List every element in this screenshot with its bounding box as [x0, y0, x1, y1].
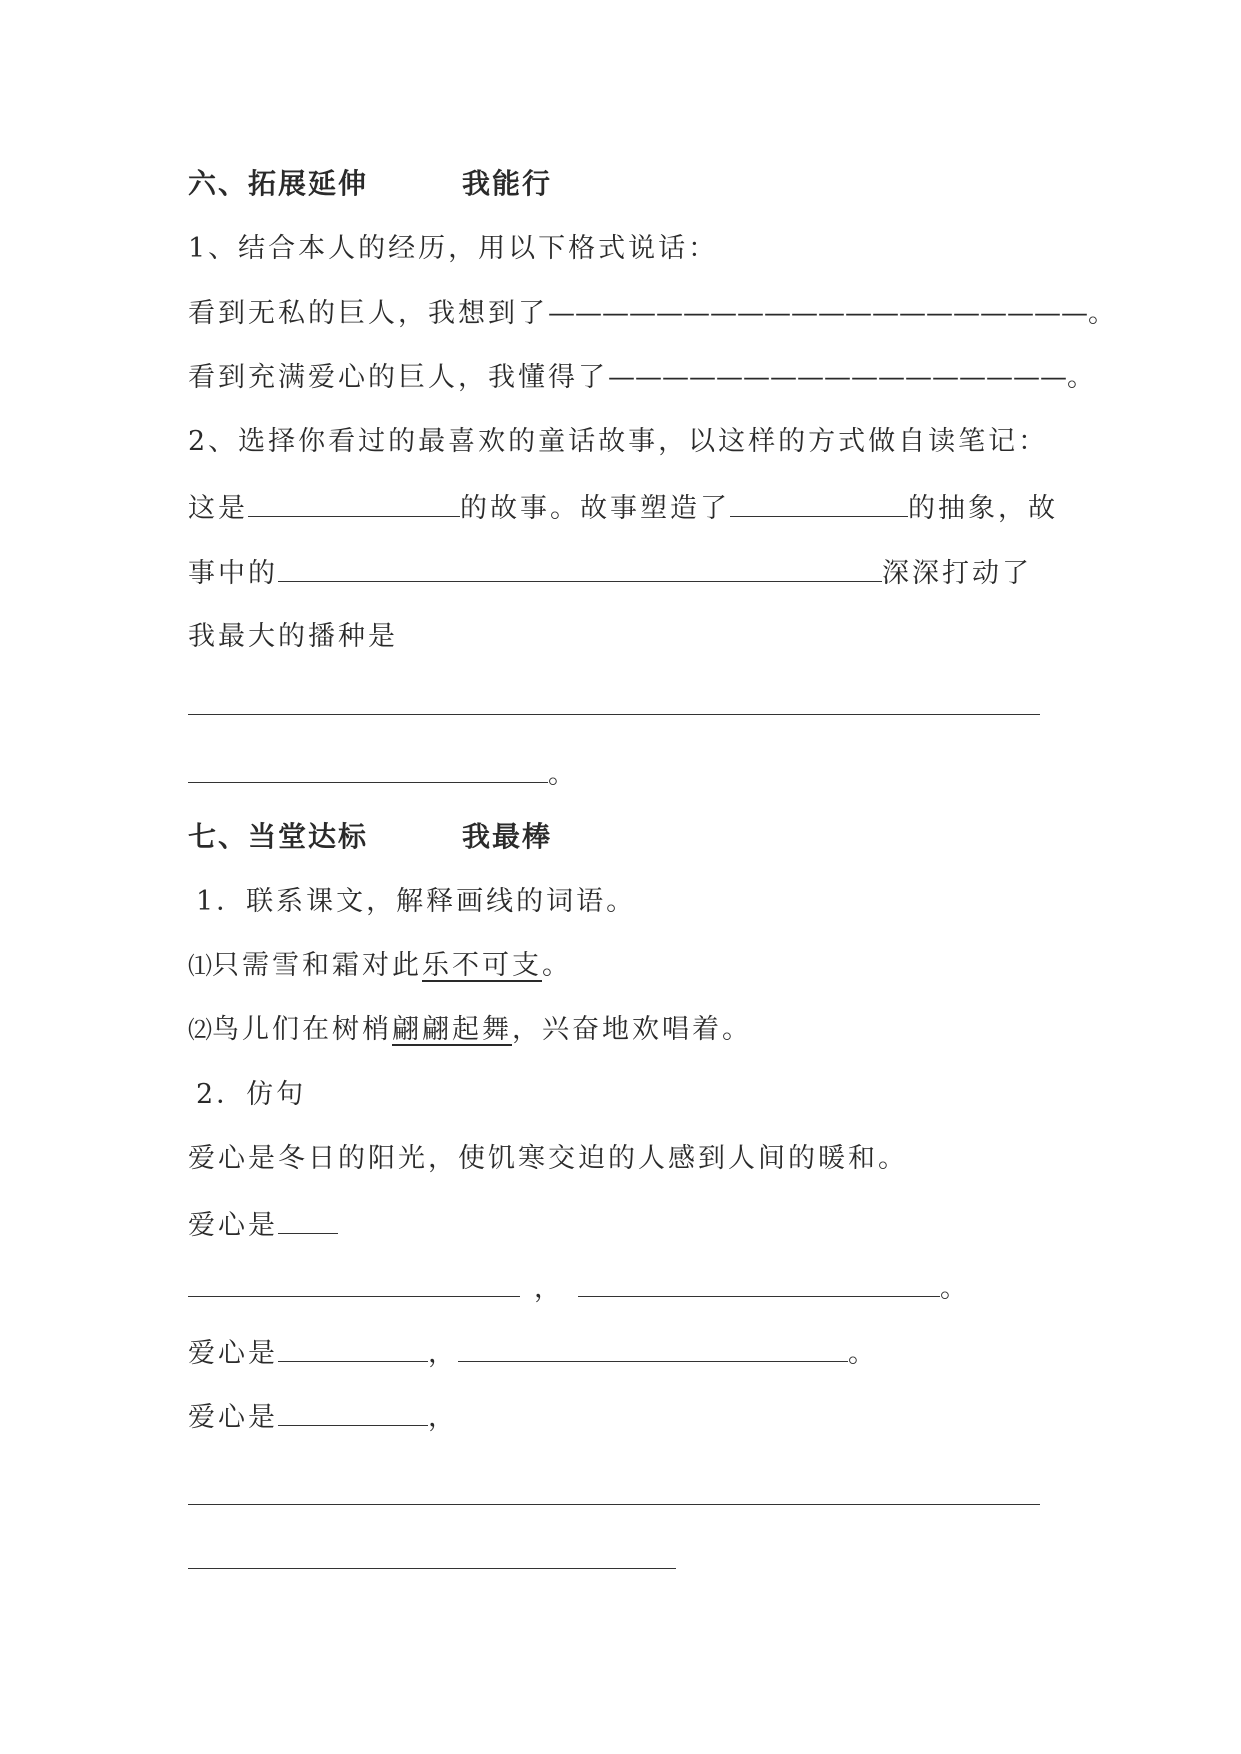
q2-text-b: 的故事。故事塑造了 [460, 493, 730, 524]
story-detail-blank[interactable] [278, 555, 882, 582]
answer3-line-1[interactable] [188, 1504, 1040, 1505]
section6-heading [188, 167, 553, 201]
q1-line1-text: 看到无私的巨人，我想到了 [188, 298, 548, 329]
section6-q1-line1 [188, 297, 1118, 331]
answer2-blank-b[interactable] [458, 1335, 848, 1362]
answer2-blank-a[interactable] [278, 1335, 428, 1362]
answer3-line-2[interactable] [188, 1568, 676, 1569]
q1-line2-dash: ————————————————— [608, 362, 1067, 393]
section7-q2-example: 爱心是冬日的阳光，使饥寒交迫的人感到人间的暖和。 [188, 1143, 908, 1174]
item1-number: ⑴ [188, 952, 212, 980]
section7-subtitle: 我最棒 [462, 820, 553, 853]
story-name-blank[interactable] [248, 490, 460, 517]
answer1-end: 。 [940, 1273, 970, 1304]
harvest-answer-line-1[interactable] [188, 714, 1040, 715]
q1-line2-text: 看到充满爱心的巨人，我懂得了 [188, 362, 608, 393]
answer3-comma: ， [428, 1402, 458, 1433]
section7-q1-prompt: 1．联系课文，解释画线的词语。 [196, 886, 637, 917]
section6-q2-line1 [188, 490, 1058, 526]
q2-text-a: 这是 [188, 493, 248, 524]
section6-q2-prompt: 2、选择你看过的最喜欢的童话故事，以这样的方式做自读笔记： [188, 426, 1049, 457]
section7-q2-answer3 [188, 1399, 458, 1435]
q2-text-d: 事中的 [188, 558, 278, 589]
q2-text-c: 的抽象，故 [908, 493, 1058, 524]
q1-line1-dash: ———————————————————— [548, 298, 1088, 329]
answer2-comma: ， [428, 1338, 458, 1369]
q1-line2-end: 。 [1067, 362, 1097, 393]
item1-end: 。 [542, 950, 572, 981]
section7-q2-answer1-cont [188, 1270, 970, 1306]
answer1-prefix: 爱心是 [188, 1210, 278, 1241]
q2-text-e: 深深打动了 [882, 558, 1032, 589]
answer3-blank-a[interactable] [278, 1399, 428, 1426]
section7-q2-answer1-start [188, 1207, 338, 1243]
item2-end: ，兴奋地欢唱着。 [512, 1014, 752, 1045]
q2-end: 。 [548, 759, 578, 790]
answer2-end: 。 [848, 1338, 878, 1369]
item1-text: 只需雪和霜对此 [212, 950, 422, 981]
item2-number: ⑵ [188, 1016, 212, 1044]
character-blank[interactable] [730, 490, 908, 517]
section7-title: 七、当堂达标 [188, 820, 369, 853]
section6-q1-prompt: 1、结合本人的经历，用以下格式说话： [188, 233, 719, 264]
section7-heading [188, 820, 553, 854]
answer1-comma: ， [534, 1273, 564, 1304]
item2-text: 鸟儿们在树梢 [212, 1014, 392, 1045]
item1-underlined-word: 乐不可支 [422, 950, 542, 981]
q1-line1-end: 。 [1088, 298, 1118, 329]
section7-q1-item2 [188, 1013, 752, 1047]
answer3-prefix: 爱心是 [188, 1402, 278, 1433]
answer1-blank-a[interactable] [278, 1207, 338, 1234]
harvest-answer-line-2[interactable] [188, 756, 548, 783]
section7-q2-prompt: 2．仿句 [196, 1079, 307, 1110]
section7-q2-answer2 [188, 1335, 878, 1371]
section6-title: 六、拓展延伸 [188, 167, 369, 200]
answer2-prefix: 爱心是 [188, 1338, 278, 1369]
answer1-blank-c[interactable] [578, 1270, 940, 1297]
section6-subtitle: 我能行 [462, 167, 553, 200]
section7-q1-item1 [188, 949, 572, 983]
section6-q2-line4 [188, 756, 578, 792]
answer1-blank-b[interactable] [188, 1270, 520, 1297]
section6-q2-line3: 我最大的播种是 [188, 621, 398, 652]
section6-q1-line2 [188, 361, 1097, 395]
item2-underlined-word: 翩翩起舞 [392, 1014, 512, 1045]
section6-q2-line2 [188, 555, 1032, 591]
